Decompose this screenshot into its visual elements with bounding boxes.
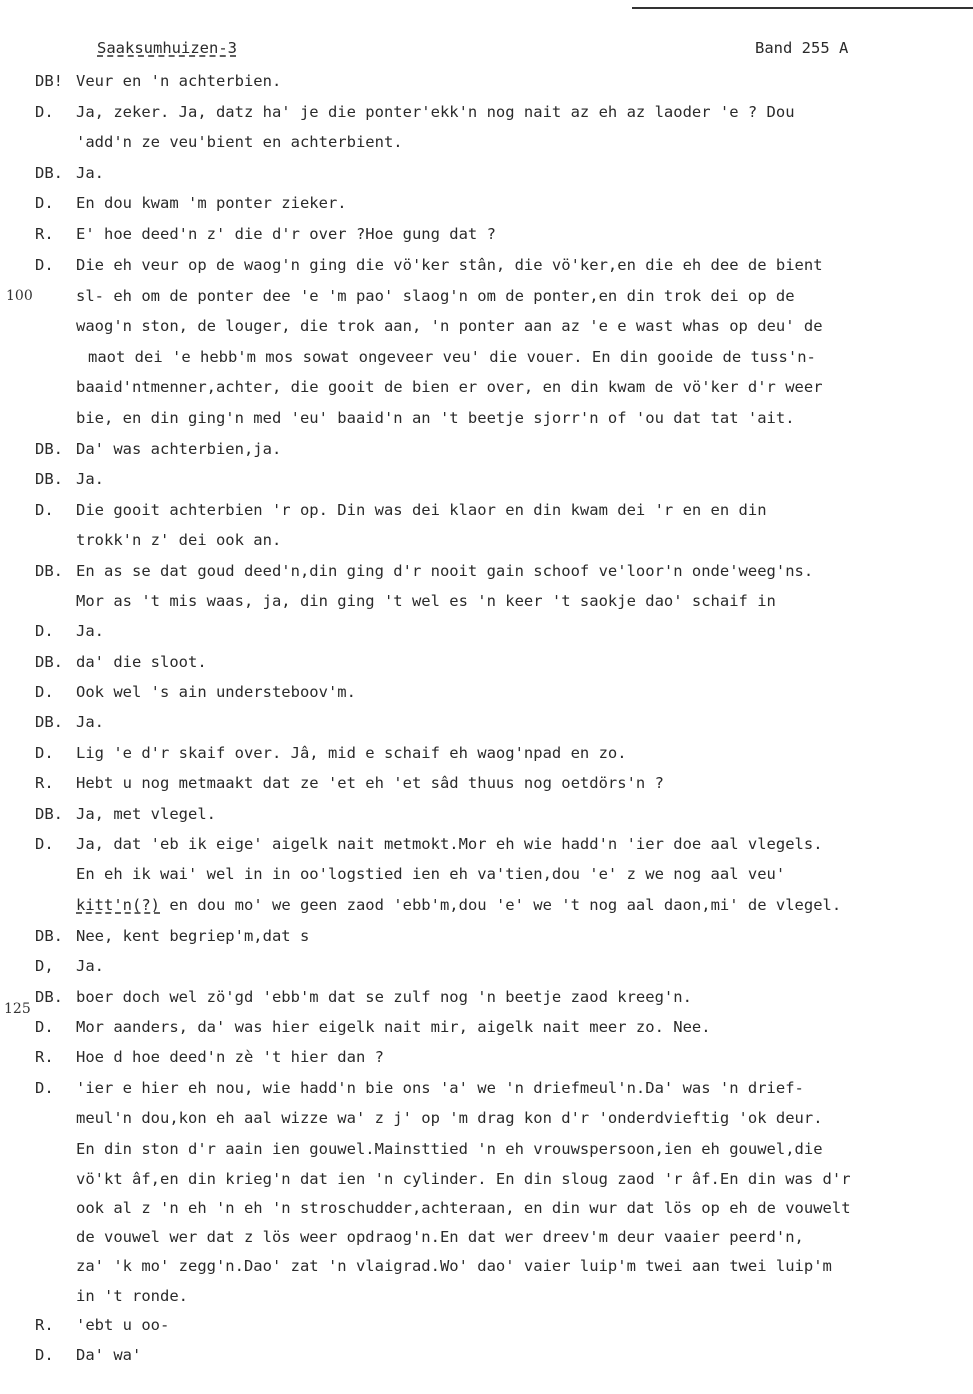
speaker-label: D. xyxy=(35,683,54,701)
speaker-label: D. xyxy=(35,194,54,212)
speaker-label: R. xyxy=(35,1048,54,1066)
line-text: Ja. xyxy=(76,713,104,731)
speaker-label: D. xyxy=(35,835,54,853)
speaker-label: R. xyxy=(35,774,54,792)
speaker-label: D. xyxy=(35,256,54,274)
line-text: Ja. xyxy=(76,622,104,640)
line-text-rest: en dou mo' we geen zaod 'ebb'm,dou 'e' we 't nog aal daon,mi' de vlegel. xyxy=(160,896,842,914)
speaker-label: DB. xyxy=(35,562,63,580)
line-text: sl- eh om de ponter dee 'e 'm pao' slaog'n om de ponter,en din trok dei op de xyxy=(76,287,795,305)
line-text: E' hoe deed'n z' die d'r over ?Hoe gung dat ? xyxy=(76,225,496,243)
line-text: En din ston d'r aain ien gouwel.Mainsttied 'n eh vrouwspersoon,ien eh gouwel,die xyxy=(76,1140,823,1158)
line-text: Veur en 'n achterbien. xyxy=(76,72,282,90)
speaker-label: D. xyxy=(35,744,54,762)
speaker-label: DB. xyxy=(35,988,63,1006)
line-text: Nee, kent begriep'm,dat s xyxy=(76,927,310,945)
line-text: Da' wa' xyxy=(76,1346,142,1364)
speaker-label: DB. xyxy=(35,164,63,182)
speaker-label: D. xyxy=(35,501,54,519)
margin-note-125: 125 xyxy=(4,1001,31,1017)
speaker-label: DB. xyxy=(35,805,63,823)
speaker-label: DB. xyxy=(35,440,63,458)
line-text: Hebt u nog metmaakt dat ze 'et eh 'et sâd thuus nog oetdörs'n ? xyxy=(76,774,664,792)
line-text: in 't ronde. xyxy=(76,1287,188,1305)
line-text: 'ier e hier eh nou, wie hadd'n bie ons 'a' we 'n driefmeul'n.Da' was 'n drief- xyxy=(76,1079,804,1097)
line-text: Ja, zeker. Ja, datz ha' je die ponter'ekk'n nog nait az eh az laoder 'e ? Dou xyxy=(76,103,795,121)
line-text: de vouwel wer dat z lös weer opdraog'n.En dat wer dreev'm deur vaaier peerd'n, xyxy=(76,1228,804,1246)
line-text: trokk'n z' dei ook an. xyxy=(76,531,282,549)
line-text: ook al z 'n eh 'n eh 'n stroschudder,achteraan, en din wur dat lös op eh de vouwelt xyxy=(76,1199,851,1217)
line-text: bie, en din ging'n med 'eu' baaid'n an 't beetje sjorr'n of 'ou dat tat 'ait. xyxy=(76,409,795,427)
line-text: Mor as 't mis waas, ja, din ging 't wel es 'n keer 't saokje dao' schaif in xyxy=(76,592,776,610)
line-text: Ja. xyxy=(76,957,104,975)
speaker-label: DB. xyxy=(35,927,63,945)
speaker-label: D. xyxy=(35,1079,54,1097)
speaker-label: DB! xyxy=(35,72,63,90)
speaker-label: D. xyxy=(35,103,54,121)
line-text: waog'n ston, de louger, die trok aan, 'n ponter aan az 'e e wast whas op deu' de xyxy=(76,317,823,335)
top-rule xyxy=(632,7,973,9)
speaker-label: D, xyxy=(35,957,54,975)
speaker-label: D. xyxy=(35,1018,54,1036)
line-text: Mor aanders, da' was hier eigelk nait mir, aigelk nait meer zo. Nee. xyxy=(76,1018,711,1036)
line-text: Hoe d hoe deed'n zè 't hier dan ? xyxy=(76,1048,384,1066)
speaker-label: R. xyxy=(35,1316,54,1334)
line-text: Ja. xyxy=(76,470,104,488)
line-text: za' 'k mo' zegg'n.Dao' zat 'n vlaigrad.Wo' dao' vaier luip'm twei aan twei luip'm xyxy=(76,1257,832,1275)
line-text: Lig 'e d'r skaif over. Jâ, mid e schaif eh waog'npad en zo. xyxy=(76,744,627,762)
speaker-label: D. xyxy=(35,622,54,640)
line-text: 'ebt u oo- xyxy=(76,1316,170,1334)
speaker-label: DB. xyxy=(35,470,63,488)
line-text: Ja, dat 'eb ik eige' aigelk nait metmokt.Mor eh wie hadd'n 'ier doe aal vlegels. xyxy=(76,835,823,853)
line-text: meul'n dou,kon eh aal wizze wa' z j' op 'm drag kon d'r 'onderdvieftig 'ok deur. xyxy=(76,1109,823,1127)
line-text: boer doch wel zö'gd 'ebb'm dat se zulf nog 'n beetje zaod kreeg'n. xyxy=(76,988,692,1006)
line-text: En as se dat goud deed'n,din ging d'r nooit gain schoof ve'loor'n onde'weeg'ns. xyxy=(76,562,814,580)
underlined-text: kitt'n(?) xyxy=(76,896,160,914)
speaker-label: R. xyxy=(35,225,54,243)
line-text: En dou kwam 'm ponter zieker. xyxy=(76,194,347,212)
speaker-label: DB. xyxy=(35,653,63,671)
speaker-label: DB. xyxy=(35,713,63,731)
line-text: En eh ik wai' wel in in oo'logstied ien eh va'tien,dou 'e' z we nog aal veu' xyxy=(76,865,786,883)
line-text: Ook wel 's ain understeboov'm. xyxy=(76,683,356,701)
line-text: 'add'n ze veu'bient en achterbient. xyxy=(76,133,403,151)
line-text: Ja. xyxy=(76,164,104,182)
line-text: Ja, met vlegel. xyxy=(76,805,216,823)
line-text: Die gooit achterbien 'r op. Din was dei klaor en din kwam dei 'r en en din xyxy=(76,501,767,519)
speaker-label: D. xyxy=(35,1346,54,1364)
line-text: Die eh veur op de waog'n ging die vö'ker stân, die vö'ker,en die eh dee de bient xyxy=(76,256,823,274)
line-text: da' die sloot. xyxy=(76,653,207,671)
line-text: Da' was achterbien,ja. xyxy=(76,440,282,458)
line-text: maot dei 'e hebb'm mos sowat ongeveer veu' die vouer. En din gooide de tuss'n- xyxy=(88,348,816,366)
margin-note-100: 100 xyxy=(6,288,33,304)
line-text xyxy=(76,896,841,914)
line-text: baaid'ntmenner,achter, die gooit de bien er over, en din kwam de vö'ker d'r weer xyxy=(76,378,823,396)
tape-reference: Band 255 A xyxy=(755,39,849,57)
line-text: vö'kt âf,en din krieg'n dat ien 'n cylinder. En din sloug zaod 'r âf.En din was d'r xyxy=(76,1170,851,1188)
document-title: Saaksumhuizen-3 xyxy=(97,39,237,57)
